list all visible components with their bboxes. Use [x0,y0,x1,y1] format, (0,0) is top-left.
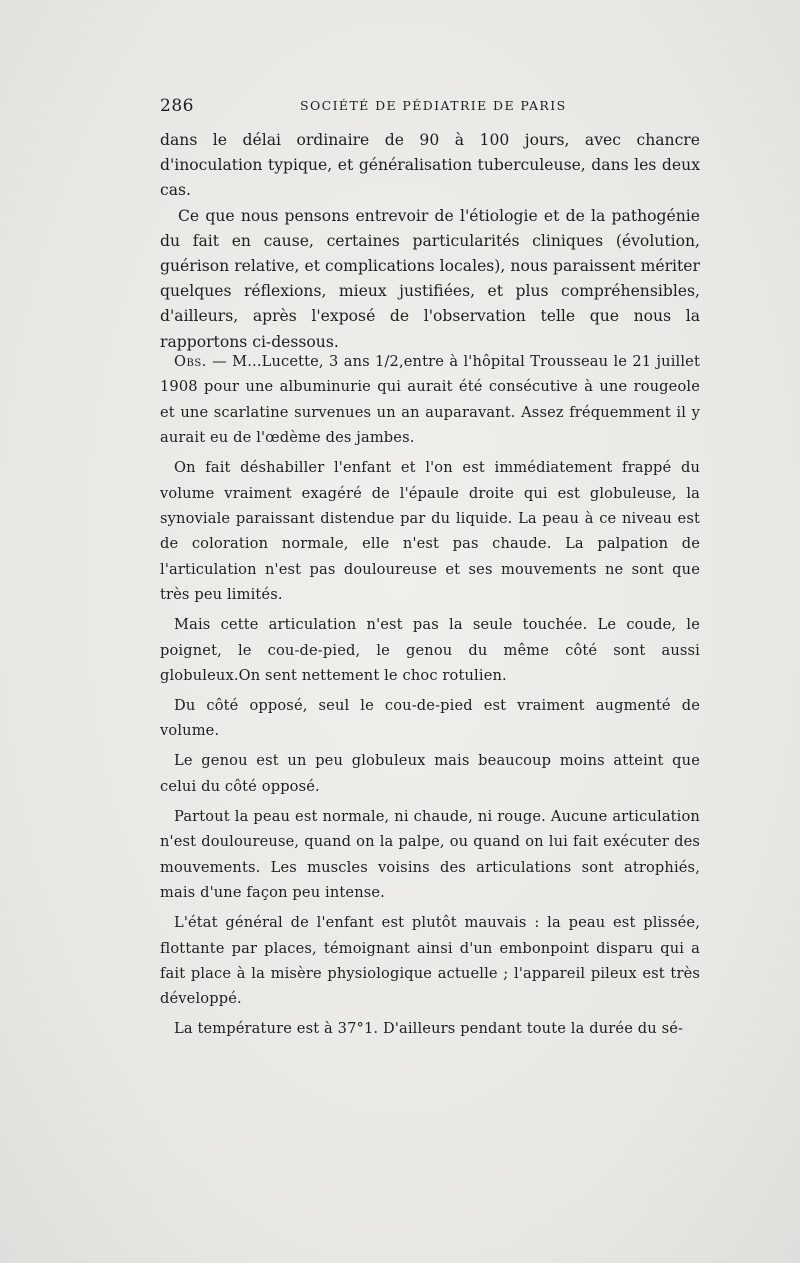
observation-paragraph-5: Le genou est un peu globuleux mais beaucoup moins atteint que celui du côté opposé. [160,752,700,795]
observation-label: Obs. [174,353,207,370]
observation-paragraph-3: Mais cette articulation n'est pas la seule touchée. Le coude, le poignet, le cou-de-pied, le genou du même côté sont aussi globuleux.On sent nettement le choc rotulien. [160,616,700,685]
intro-paragraph-1: dans le délai ordinaire de 90 à 100 jours, avec chancre d'inoculation typique, et généralisation tuberculeuse, dans les deux cas. [160,131,700,200]
page-header [160,96,700,120]
observation-paragraph-6: Partout la peau est normale, ni chaude, ni rouge. Aucune articulation n'est douloureuse, quand on la palpe, ou quand on lui fait exécuter des mouvements. Les muscles voisins des articulations sont atrophiés, mais d'une façon peu intense. [160,807,700,902]
observation-section [160,349,700,1046]
observation-paragraph-1 [160,349,700,451]
intro-paragraph-2: Ce que nous pensons entrevoir de l'étiologie et de la pathogénie du fait en cause, certaines particularités cliniques (évolution, guérison relative, et complications locales), nous paraissent mériter quelques réflexions, mieux justifiées, et plus compréhensibles, d'ailleurs, après l'exposé de l'observation telle que nous la rapportons ci-dessous. [160,206,700,351]
intro-text [160,128,700,355]
running-head: SOCIÉTÉ DE PÉDIATRIE DE PARIS [300,98,567,113]
observation-paragraph-4: Du côté opposé, seul le cou-de-pied est vraiment augmenté de volume. [160,697,700,740]
observation-paragraph-8: La température est à 37°1. D'ailleurs pendant toute la durée du sé- [174,1020,684,1038]
observation-paragraph-1-text: — M...Lucette, 3 ans 1/2,entre à l'hôpital Trousseau le 21 juillet 1908 pour une albuminurie qui aurait été consécutive à une rougeole et une scarlatine survenues un an auparavant. Assez fréquemment il y aurait eu de l'œdème des jambes. [160,353,700,447]
page-number: 286 [160,96,194,116]
observation-paragraph-7: L'état général de l'enfant est plutôt mauvais : la peau est plissée, flottante par places, témoignant ainsi d'un embonpoint disparu qui a fait place à la misère physiologique actuelle ; l'appareil pileux est très développé. [160,914,700,1008]
observation-paragraph-2: On fait déshabiller l'enfant et l'on est immédiatement frappé du volume vraiment exagéré de l'épaule droite qui est globuleuse, la synoviale paraissant distendue par du liquide. La peau à ce niveau est de coloration normale, elle n'est pas chaude. La palpation de l'articulation n'est pas douloureuse et ses mouvements ne sont que très peu limités. [160,459,700,604]
